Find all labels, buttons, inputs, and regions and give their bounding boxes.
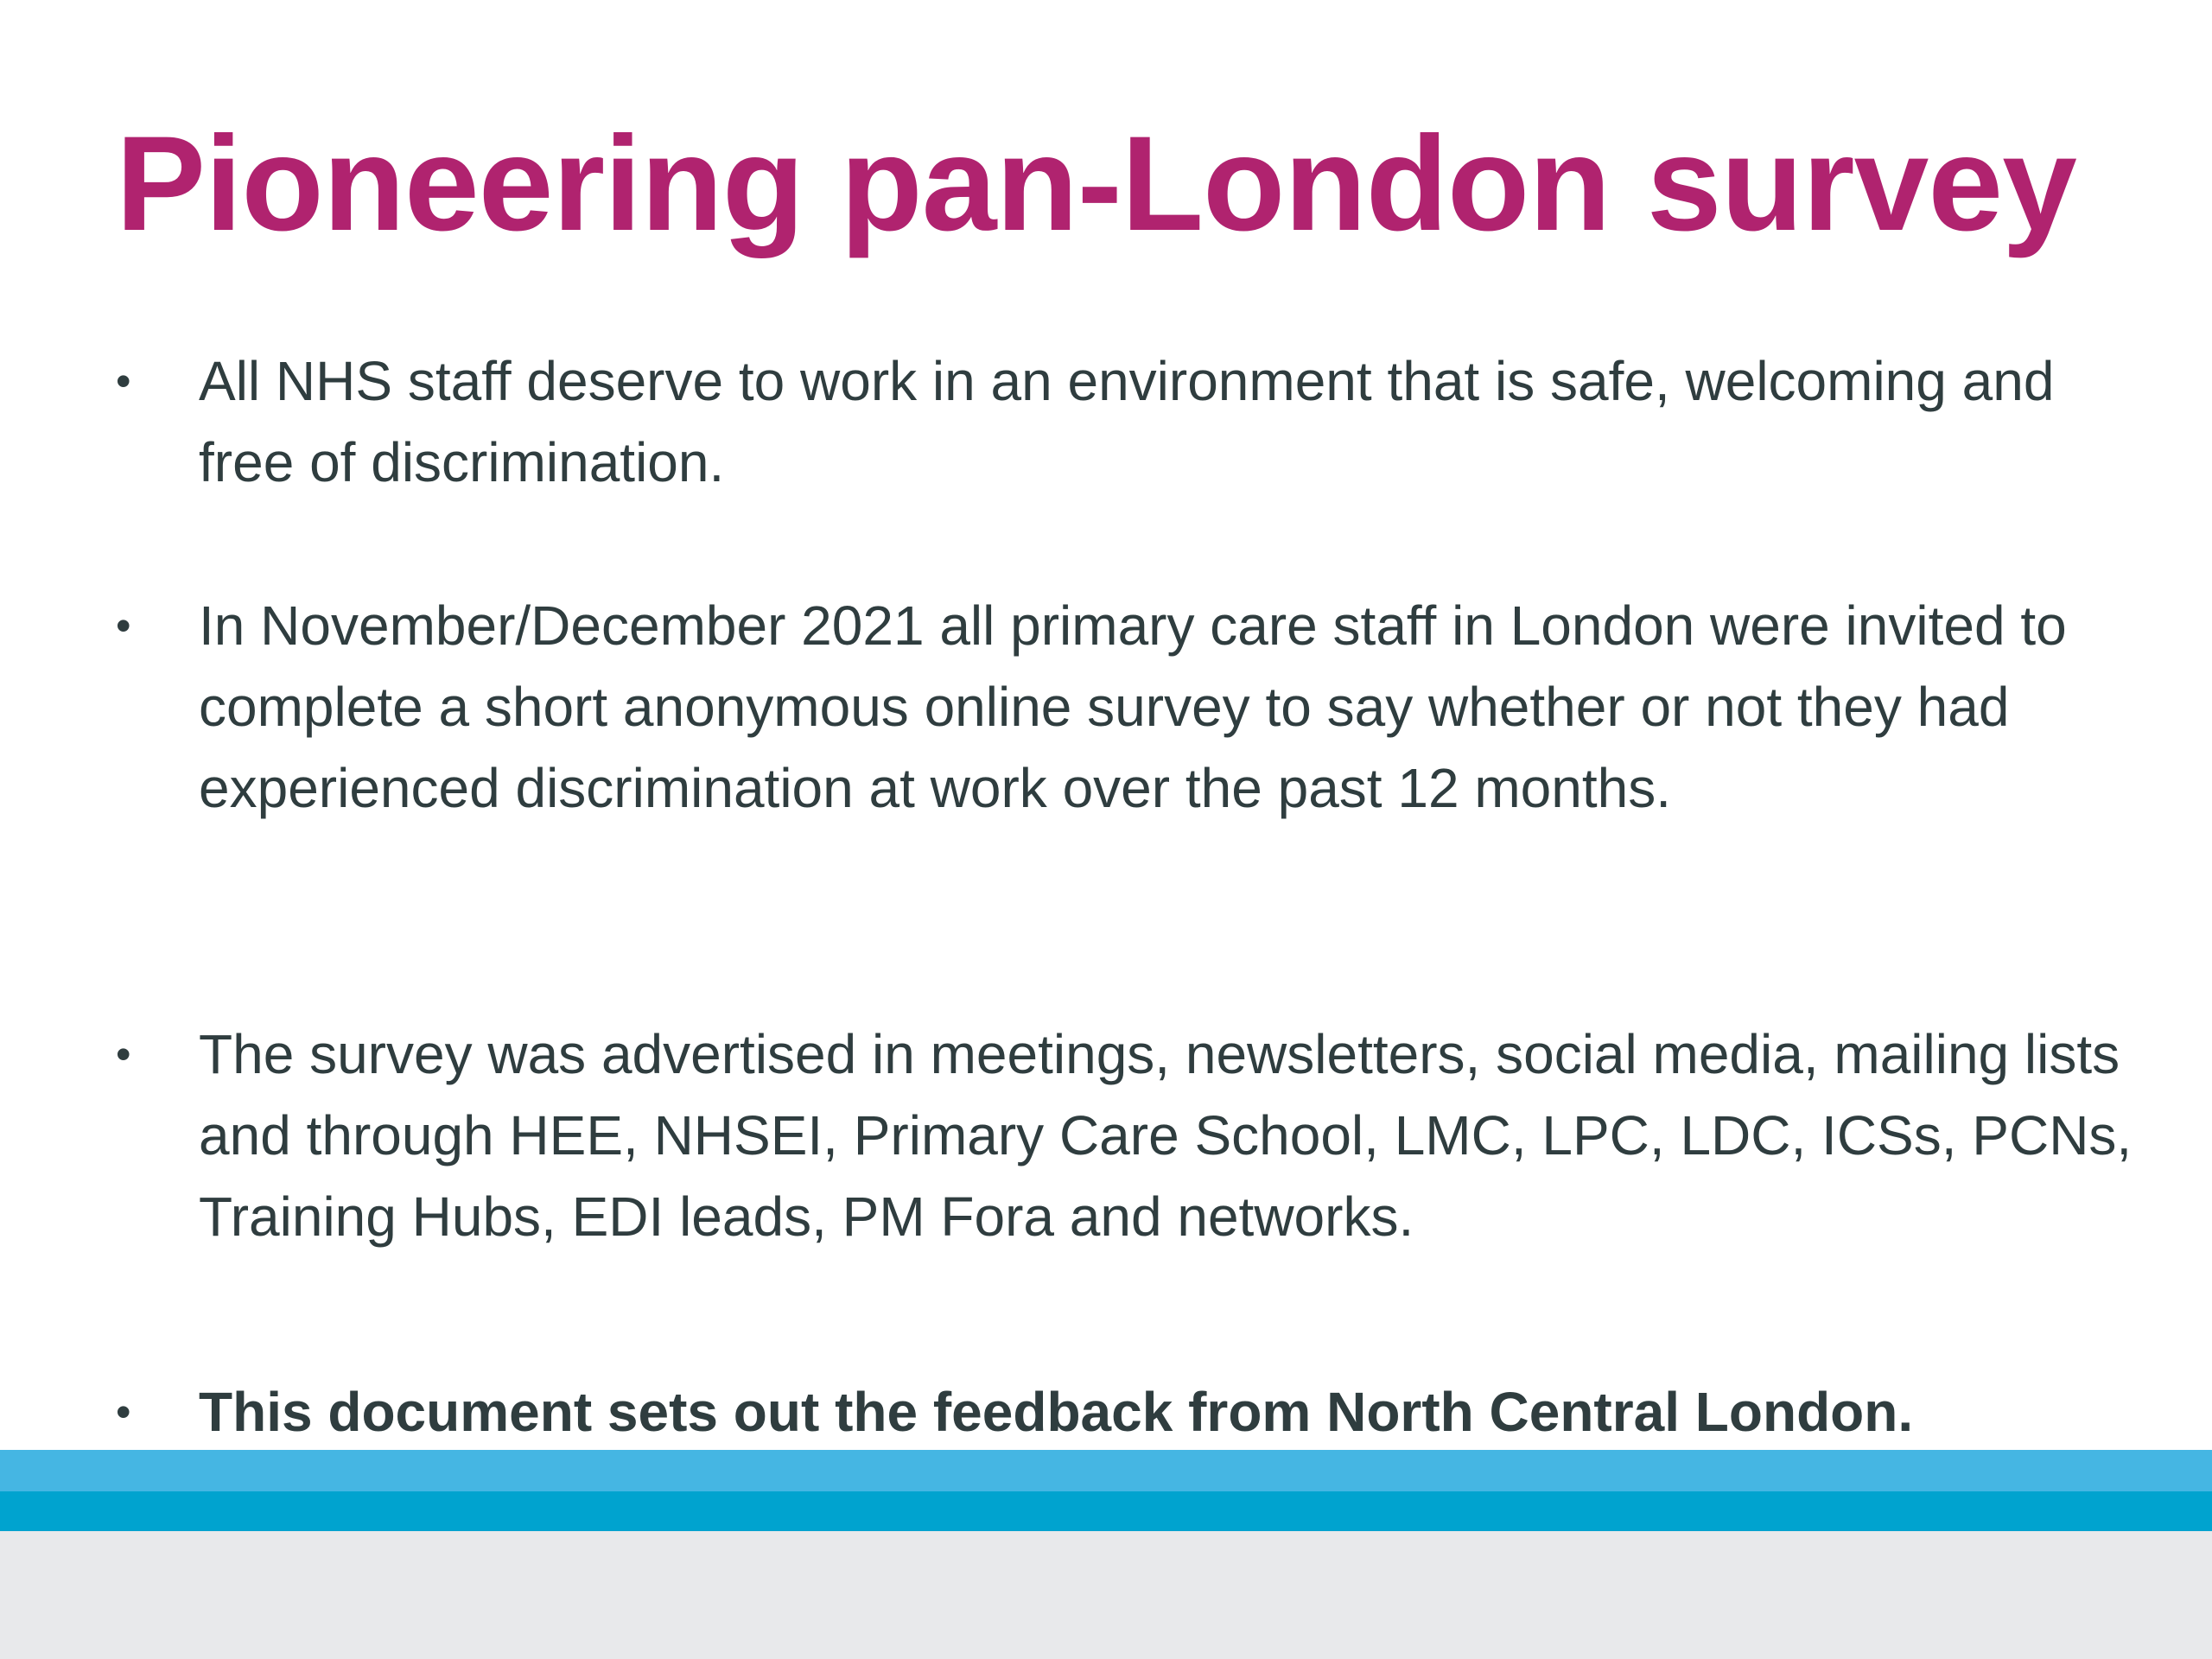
bullet-text: This document sets out the feedback from North Central London. [199, 1381, 1914, 1443]
footer-band-light [0, 1450, 2212, 1491]
bullet-text: All NHS staff deserve to work in an environment that is safe, welcoming and free of discrimination. [199, 350, 2055, 493]
bullet-icon: • [116, 1030, 131, 1078]
bullet-item [116, 1014, 2155, 1257]
bullet-icon: • [116, 1388, 131, 1436]
bullet-text: In November/December 2021 all primary care staff in London were invited to complete a short anonymous online survey to say whether or not they had experienced discrimination at work over the past 12 months. [199, 594, 2067, 819]
bullet-item [116, 585, 2155, 829]
bullet-item-emphasis [116, 1371, 2155, 1452]
slide-title: Pioneering pan-London survey [116, 109, 2076, 259]
bullet-text: The survey was advertised in meetings, newsletters, social media, mailing lists and through HEE, NHSEI, Primary Care School, LMC, LPC, LDC, ICSs, PCNs, Training Hubs, EDI leads, PM Fora and networks. [199, 1023, 2133, 1248]
bullet-item [116, 340, 2155, 503]
bullet-icon: • [116, 357, 131, 405]
bullet-icon: • [116, 601, 131, 650]
footer-area [0, 1531, 2212, 1659]
footer-band-dark [0, 1491, 2212, 1531]
